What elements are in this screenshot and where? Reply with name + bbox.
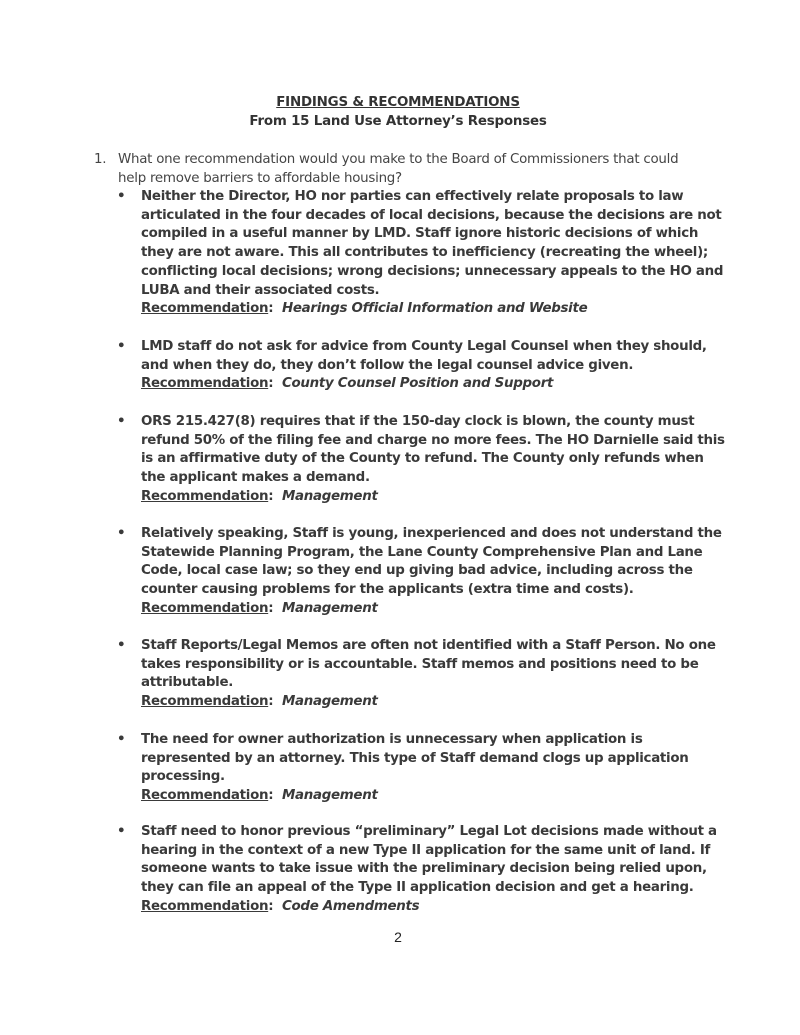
- recommendation-value: Management: [281, 600, 378, 616]
- recommendation-value: County Counsel Position and Support: [281, 376, 554, 392]
- document-page: FINDINGS & RECOMMENDATIONS From 15 Land Use Attorney’s Responses 1. What one recommendation would you make to the Board of Commissioners that could help remove barriers to affordable housing? • Neither the Director, HO nor parties can effectively relate proposals to law articulated in the four decades of local decisions, because the decisions are not compiled in a useful manner by LMD. Staff ignore historic decisions of which they are not aware. This all contributes to inefficiency (recreating the wheel); conflicting local decisions; wrong decisions; unnecessary appeals to the HO and LUBA and their associated costs. Recommendation: Hearings Official Information and Website • LMD staff do not ask for advice from County Legal Counsel when they should, and when they do, they don’t follow the legal counsel advice given. Recommendation: County Counsel Position and Support • ORS 215.427(8) requires that if the 150-day clock is blown, the county must refund 50% of the filing fee and charge no more fees. The HO Darnielle said this is an affirmative duty of the County to refund. The County only refunds when the applicant makes a demand. Recommendation: Management • Relatively speaking, Staff is young, inexperienced and does not understand the Statewide Planning Program, the Lane County Comprehensive Plan and Lane Code, local case law; so they end up giving bad advice, including across the counter causing problems for the applicants (extra time and costs). Recommendation: Management • Staff Reports/Legal Memos are often not identified with a Staff Person. No one takes responsibility or is accountable. Staff memos and positions need to be attributable. Recommendation: Management • The need for owner authorization is unnecessary when application is represented by an attorney. This type of Staff demand clogs up application processing. Recommendation: Management • Staff need to honor previous “preliminary” Legal Lot decisions made without a hearing in the context of a new Type II application for the same unit of land. If someone wants to take issue with the preliminary decision being relied upon, they can file an appeal of the Type II application decision and get a hearing. Recommendation: Code Amendments 2: [0, 0, 800, 1035]
- recommendation-label: Recommendation: [141, 600, 269, 616]
- finding-text: The need for owner authorization is unnecessary when application is represented by an attorney. This type of Staff demand clogs up application processing.: [141, 732, 689, 785]
- finding-text: Relatively speaking, Staff is young, inexperienced and does not understand the Statewide Planning Program, the Lane County Comprehensive Plan and Lane Code, local case law; so they end up giving bad advice, including across the counter causing problems for the applicants (extra time and costs).: [141, 526, 722, 598]
- question-text: What one recommendation would you make to the Board of Commissioners that could help remove barriers to affordable housing?: [118, 152, 679, 186]
- bullet-icon: •: [117, 339, 126, 354]
- recommendation-value: Management: [281, 788, 378, 804]
- bullet-icon: •: [117, 526, 126, 541]
- recommendation-value: Management: [281, 488, 378, 504]
- document-subtitle: From 15 Land Use Attorney’s Responses: [249, 114, 547, 129]
- bullet-icon: •: [117, 824, 126, 839]
- bullet-icon: •: [117, 189, 126, 204]
- recommendation-label: Recommendation: [141, 788, 269, 804]
- bullet-icon: •: [117, 732, 126, 747]
- bullet-icon: •: [117, 414, 126, 429]
- finding-text: Neither the Director, HO nor parties can effectively relate proposals to law articulated in the four decades of local decisions, because the decisions are not compiled in a useful manner by LMD. Staff ignore historic decisions of which they are not aware. This all contributes to inefficiency (recreating the wheel); conflicting local decisions; wrong decisions; unnecessary appeals to the HO and LUBA and their associated costs.: [141, 189, 724, 298]
- document-title: FINDINGS & RECOMMENDATIONS: [276, 95, 520, 110]
- recommendation-value: Management: [281, 694, 378, 710]
- recommendation-label: Recommendation: [141, 376, 269, 392]
- recommendation-label: Recommendation: [141, 694, 269, 710]
- page-number: 2: [394, 929, 402, 945]
- recommendation-label: Recommendation: [141, 898, 269, 914]
- question-number: 1.: [94, 152, 107, 167]
- bullet-icon: •: [117, 638, 126, 653]
- recommendation-value: Hearings Official Information and Website: [281, 301, 588, 317]
- finding-text: Staff need to honor previous “preliminary” Legal Lot decisions made without a hearing in the context of a new Type II application for the same unit of land. If someone wants to take issue with the preliminary decision being relied upon, they can file an appeal of the Type II application decision and get a hearing.: [141, 824, 717, 896]
- finding-text: ORS 215.427(8) requires that if the 150-day clock is blown, the county must refund 50% of the filing fee and charge no more fees. The HO Darnielle said this is an affirmative duty of the County to refund. The County only refunds when the applicant makes a demand.: [141, 414, 725, 486]
- finding-text: LMD staff do not ask for advice from County Legal Counsel when they should, and when they do, they don’t follow the legal counsel advice given.: [141, 339, 707, 373]
- recommendation-label: Recommendation: [141, 301, 269, 317]
- recommendation-label: Recommendation: [141, 488, 269, 504]
- finding-text: Staff Reports/Legal Memos are often not identified with a Staff Person. No one takes responsibility or is accountable. Staff memos and positions need to be attributable.: [141, 638, 716, 691]
- recommendation-value: Code Amendments: [281, 898, 420, 914]
